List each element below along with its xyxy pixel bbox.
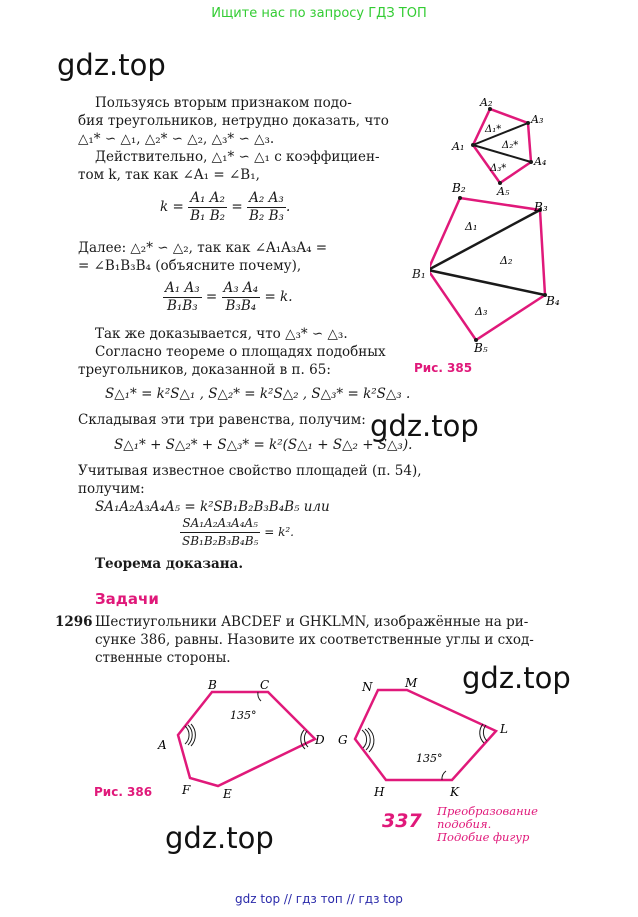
figure-386 xyxy=(150,675,570,800)
point-label: B₂ xyxy=(452,181,466,195)
point-label: B₅ xyxy=(474,341,488,355)
footer-links: gdz top // гдз топ // гдз top xyxy=(235,892,403,906)
point-label: N xyxy=(362,680,373,694)
point-label: E xyxy=(223,787,232,800)
figure-385 xyxy=(430,90,630,360)
formula-text: = k². xyxy=(264,525,294,539)
problem-number: 1296 xyxy=(55,614,93,630)
point-label: D xyxy=(315,733,325,747)
formula-text: = k. xyxy=(264,289,293,305)
formula-sum: S△₁* + S△₂* + S△₃* = k²(S△₁ + S△₂ + S△₃). xyxy=(114,437,413,453)
proof-line: Действительно, △₁* ∽ △₁ с коэффициен- xyxy=(95,149,380,165)
fraction xyxy=(222,280,261,315)
formula-text: = xyxy=(205,289,218,305)
point-label: G xyxy=(338,733,348,747)
numerator: A₂ A₃ xyxy=(247,190,286,208)
proof-line: бия треугольников, нетрудно доказать, что xyxy=(78,113,389,129)
point-label: C xyxy=(260,678,270,692)
watermark: gdz.top xyxy=(462,661,571,695)
watermark: gdz.top xyxy=(57,48,166,82)
point-label: A₃ xyxy=(531,113,544,126)
point-label: B xyxy=(208,678,217,692)
fraction xyxy=(180,515,260,550)
formula-polygon-area: SA₁A₂A₃A₄A₅ = k²SB₁B₂B₃B₄B₅ или xyxy=(95,499,330,515)
problem-line: ственные стороны. xyxy=(95,650,231,666)
hexagon-ghklmn xyxy=(338,676,508,799)
formula-areas: S△₁* = k²S△₁ , S△₂* = k²S△₂ , S△₃* = k²S△₃ . xyxy=(105,386,411,402)
formula-polygon-ratio xyxy=(180,515,294,550)
point-label: F xyxy=(182,783,191,797)
numerator: A₃ A₄ xyxy=(223,280,259,296)
angle-label: 135° xyxy=(230,709,257,722)
point-label: L xyxy=(500,722,508,736)
triangle-label: Δ₁ xyxy=(465,220,478,233)
proof-line: Согласно теореме о площадях подобных xyxy=(95,344,386,360)
formula-text: . xyxy=(285,199,291,215)
point-label: B₃ xyxy=(534,200,548,214)
point-label: B₁ xyxy=(412,267,426,281)
triangle-label: Δ₂* xyxy=(502,140,519,151)
theorem-proved: Теорема доказана. xyxy=(95,556,244,572)
numerator: SA₁A₂A₃A₄A₅ xyxy=(180,515,260,533)
proof-line: треугольников, доказанной в п. 65: xyxy=(78,362,331,378)
proof-line: = ∠B₁B₃B₄ (объясните почему), xyxy=(78,258,302,274)
formula-text: = xyxy=(231,199,243,215)
point-label: A₅ xyxy=(497,185,510,198)
proof-line: Складывая эти три равенства, получим: xyxy=(78,412,366,428)
denominator: SB₁B₂B₃B₄B₅ xyxy=(182,534,259,548)
fraction xyxy=(163,280,202,315)
angle-label: 135° xyxy=(416,752,443,765)
point-label: M xyxy=(405,676,418,690)
figure-caption: Рис. 386 xyxy=(94,785,153,799)
problem-line: Шестиугольники ABCDEF и GHKLMN, изображённые на ри- xyxy=(95,614,529,630)
section-note: Преобразование xyxy=(437,804,538,818)
point-label: B₄ xyxy=(546,294,560,308)
numerator: A₁ A₂ xyxy=(188,190,227,208)
top-banner: Ищите нас по запросу ГДЗ ТОП xyxy=(211,6,427,21)
denominator: B₁ B₂ xyxy=(190,208,226,224)
point-label: A₁ xyxy=(452,140,465,153)
denominator: B₁B₃ xyxy=(166,298,198,314)
section-note: подобия. xyxy=(437,817,492,831)
figure-caption: Рис. 385 xyxy=(414,361,473,375)
proof-line: Далее: △₂* ∽ △₂, так как ∠A₁A₃A₄ = xyxy=(78,240,328,256)
watermark: gdz.top xyxy=(370,409,479,443)
fraction xyxy=(188,190,227,225)
fraction xyxy=(247,190,286,225)
triangle-label: Δ₃* xyxy=(490,163,507,174)
big-pentagon xyxy=(430,181,560,355)
formula-ratio-2 xyxy=(163,280,293,315)
triangle-label: Δ₃ xyxy=(475,305,488,318)
page-number: 337 xyxy=(382,810,422,832)
hexagon-abcdef xyxy=(157,678,325,800)
proof-line: Учитывая известное свойство площадей (п. 54), xyxy=(78,463,422,479)
proof-line: Так же доказывается, что △₃* ∽ △₃. xyxy=(95,326,348,342)
formula-ratio-1 xyxy=(160,190,290,225)
proof-line: получим: xyxy=(78,481,145,497)
proof-line: том k, так как ∠A₁ = ∠B₁, xyxy=(78,167,260,183)
triangle-label: Δ₁* xyxy=(485,124,502,135)
point-label: H xyxy=(374,785,385,799)
proof-line: △₁* ∽ △₁, △₂* ∽ △₂, △₃* ∽ △₃. xyxy=(78,131,275,147)
triangle-label: Δ₂ xyxy=(500,254,513,267)
proof-line: Пользуясь вторым признаком подо- xyxy=(95,95,352,111)
watermark: gdz.top xyxy=(165,821,274,855)
point-label: A xyxy=(158,738,167,752)
denominator: B₂ B₃ xyxy=(248,208,284,224)
formula-text: k = xyxy=(160,199,184,215)
numerator: A₁ A₃ xyxy=(165,280,200,296)
point-label: A₂ xyxy=(480,96,493,109)
problem-line: сунке 386, равны. Назовите их соответственные углы и сход- xyxy=(95,632,534,648)
section-note: Подобие фигур xyxy=(437,830,530,844)
point-label: A₄ xyxy=(534,155,547,168)
point-label: K xyxy=(450,785,459,799)
denominator: B₃B₄ xyxy=(225,298,257,314)
tasks-heading: Задачи xyxy=(95,590,159,608)
